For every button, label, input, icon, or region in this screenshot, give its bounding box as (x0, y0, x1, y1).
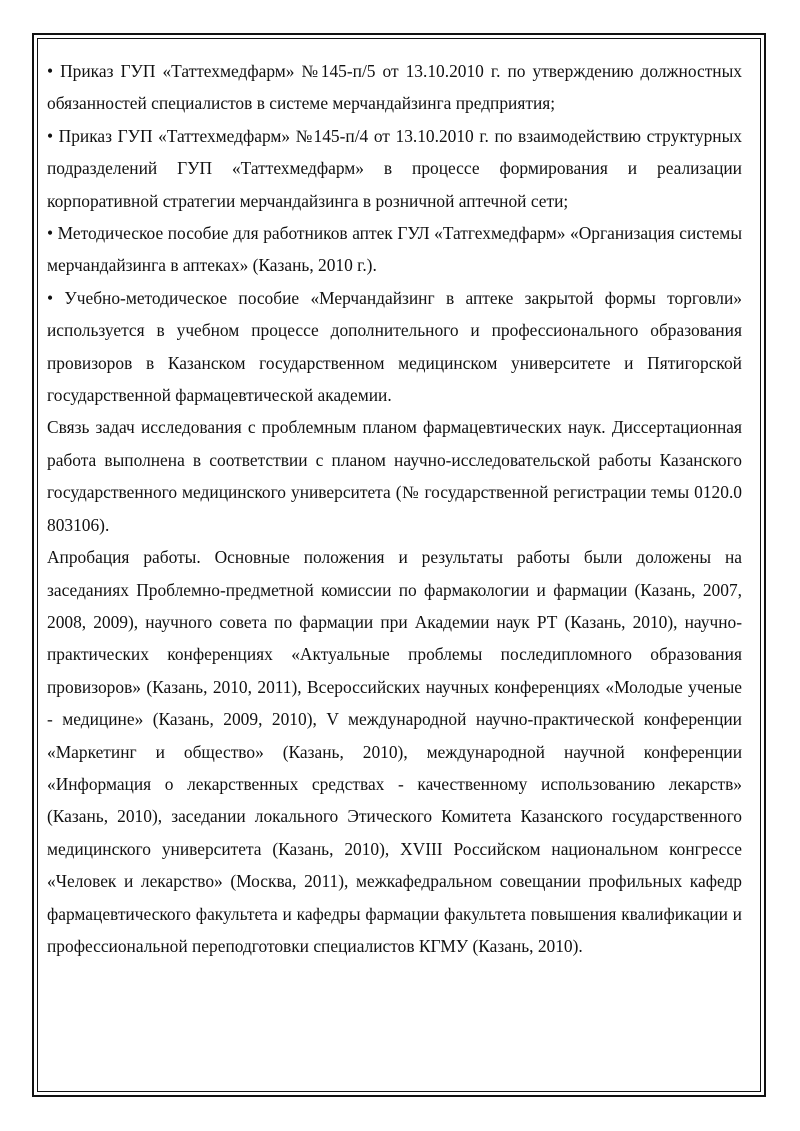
list-item-order-145-p5: • Приказ ГУП «Таттехмедфарм» №145-п/5 от 13.10.2010 г. по утверждению должностных обязанностей специалистов в системе мерчандайзинга предприятия; (47, 61, 742, 114)
list-item-methodical-manual: • Методическое пособие для работников аптек ГУЛ «Татгехмедфарм» «Организация системы мерчандайзинга в аптеках» (Казань, 2010 г.). (47, 223, 742, 276)
list-item-order-145-p4: • Приказ ГУП «Таттехмедфарм» №145-п/4 от 13.10.2010 г. по взаимодействию структурных подразделений ГУП «Таттехмедфарм» в процессе формирования и реализации корпоративной стратегии мерчандайзинга в розничной аптечной сети; (47, 125, 742, 211)
list-item-teaching-manual: • Учебно-методическое пособие «Мерчандайзинг в аптеке закрытой формы торговли» используется в учебном процессе дополнительного и профессионального образования провизоров в Казанском государственном медицинском университете и Пятигорской государственной фармацевтической академии. (47, 287, 742, 406)
document-body (47, 55, 742, 962)
paragraph-approbation: Апробация работы. Основные положения и результаты работы были доложены на заседаниях Проблемно-предметной комиссии по фармакологии и фармации (Казань, 2007, 2008, 2009), научного совета по фармации при Академии наук РТ (Казань, 2010), научно-практических конференциях «Актуальные проблемы последипломного образования провизоров» (Казань, 2010, 2011), Всероссийских научных конференциях «Молодые ученые - медицине» (Казань, 2009, 2010), V международной научно-практической конференции «Маркетинг и общество» (Казань, 2010), международной научной конференции «Информация о лекарственных средствах - качественному использованию лекарств» (Казань, 2010), заседании локального Этического Комитета Казанского государственного медицинского университета (Казань, 2010), XVIII Российском национальном конгрессе «Человек и лекарство» (Москва, 2011), межкафедральном совещании профильных кафедр фармацевтического факультета и кафедры фармации факультета повышения квалификации и профессиональной переподготовки специалистов КГМУ (Казань, 2010). (47, 547, 742, 956)
paragraph-research-connection: Связь задач исследования с проблемным планом фармацевтических наук. Диссертационная работа выполнена в соответствии с планом научно-исследовательской работы Казанского государственного медицинского университета (№ государственной регистрации темы 0120.0 803106). (47, 417, 742, 535)
